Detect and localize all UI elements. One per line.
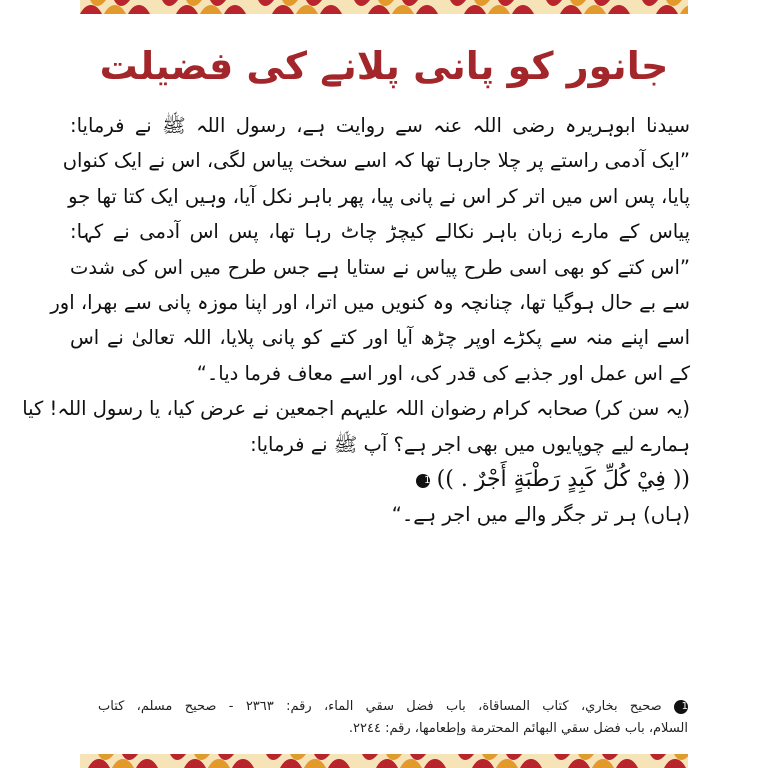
footnote-marker: 1: [674, 700, 688, 714]
text-line: کے اس عمل اور جذبے کی قدر کی، اور اسے معاف فرما دیا۔“: [196, 361, 690, 385]
text-line: اسے اپنے منہ سے پکڑے اوپر چڑھ آیا اور کتے کو پانی پلایا، اللہ تعالیٰ نے اس: [70, 326, 690, 350]
text-line: پایا، پس اس میں اتر کر اس نے پانی پیا، پھر باہر نکل آیا، وہیں ایک کتا تھا جو: [68, 184, 690, 208]
page-title: جانور کو پانی پلانے کی فضیلت: [99, 44, 669, 88]
text-line: (یہ سن کر) صحابہ کرام رضوان اللہ علیہم اجمعین نے عرض کیا، یا رسول اللہ! کیا: [22, 397, 690, 421]
text-line: ”ایک آدمی راستے پر چلا جارہا تھا کہ اسے سخت پیاس لگی، اس نے ایک کنواں: [62, 149, 690, 173]
footnote-line: السلام، باب فضل سقي البهائم المحترمة وإطعامها، رقم: ٢٢٤٤.: [348, 721, 688, 736]
footnote: [98, 696, 688, 740]
text-line: ”اس کتے کو بھی اسی طرح پیاس نے ستایا ہے جس طرح میں اس کی شدت: [70, 255, 690, 279]
footnote-line: [98, 696, 688, 718]
translation-line: (ہاں) ہر تر جگر والے میں اجر ہے۔“: [391, 503, 690, 527]
main-text: [22, 108, 690, 533]
text-line: ہمارے لیے چوپایوں میں بھی اجر ہے؟ آپ ﷺ نے فرمایا:: [250, 432, 690, 456]
hadith-arabic: (( فِيْ كُلِّ كَبِدٍ رَطْبَةٍ أَجْرٌ . )): [436, 467, 690, 493]
footnote-marker: 1: [416, 474, 430, 488]
text-line: سیدنا ابوہریرہ رضی اللہ عنہ سے روایت ہے، رسول اللہ ﷺ نے فرمایا:: [70, 114, 690, 137]
text-line: سے بے حال ہوگیا تھا، چنانچہ وہ کنویں میں اترا، اور اپنا موزہ پانی سے بھرا، اور: [50, 291, 690, 315]
hadith-line: [70, 462, 690, 497]
text-line: پیاس کے مارے زبان باہر نکالے کیچڑ چاٹ رہا تھا، پس اس آدمی نے کہا:: [70, 220, 690, 244]
footnote-text: صحيح بخاري، كتاب المساقاة، باب فضل سقي الماء، رقم: ٢٣٦٣ - صحيح مسلم، كتاب: [98, 699, 662, 714]
